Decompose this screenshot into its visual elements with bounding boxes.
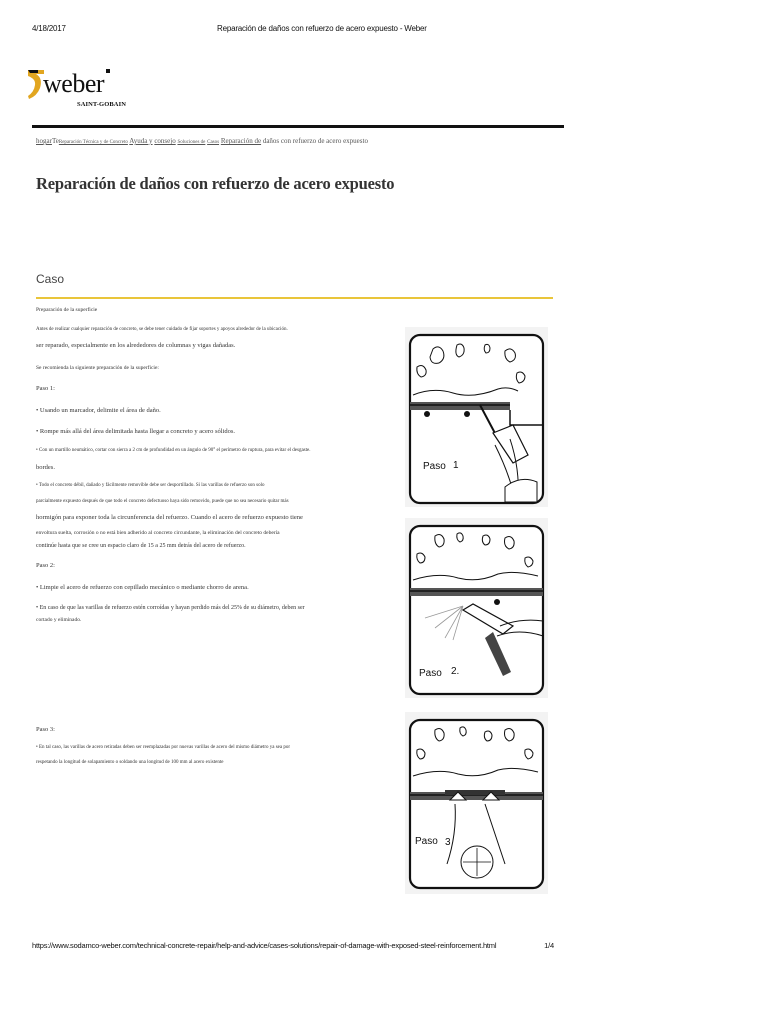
print-url: https://www.sodamco-weber.com/technical-concrete-repair/help-and-advice/cases-solutions/repair-of-damage-with-exposed-steel-reinforcement.html — [32, 941, 497, 950]
print-page-number: 1/4 — [544, 941, 554, 950]
step1-caption-num: 1 — [453, 460, 459, 471]
breadcrumb-home[interactable]: hogar — [36, 137, 52, 145]
step3-caption-label: Paso — [415, 836, 438, 847]
page-title: Reparación de daños con refuerzo de acero expuesto — [36, 174, 395, 193]
step2-caption-label: Paso — [419, 668, 442, 679]
step2-bullet-2-end: cortado y eliminado. — [36, 617, 82, 623]
step1-bullet-2: • Rompe más allá del área delimitada hasta llegar a concreto y acero sólidos. — [36, 428, 236, 435]
step1-label: Paso 1: — [36, 385, 55, 392]
intro-line-2: ser reparado, especialmente en los alrededores de columnas y vigas dañadas. — [36, 342, 236, 349]
logo-wordmark: weber — [43, 69, 105, 98]
logo-dot — [106, 69, 110, 73]
section-title: Caso — [36, 272, 65, 286]
breadcrumb-cases[interactable]: Casos — [207, 140, 220, 145]
logo-subbrand: SAINT-GOBAIN — [77, 101, 127, 108]
step1-drawing — [405, 327, 548, 507]
step2-bullet-1: • Limpie el acero de refuerzo con cepillado mecánico o mediante chorro de arena. — [36, 584, 249, 591]
step1-bullet-1: • Usando un marcador, delimite el área de daño. — [36, 407, 161, 414]
breadcrumb-current-b: daños con refuerzo de acero expuesto — [262, 137, 368, 145]
print-title: Reparación de daños con refuerzo de acero expuesto - Weber — [217, 24, 427, 33]
step1-bullet-4-line-4: envoltura suelta, corrosión o no está bien adherido al concreto circundante, la eliminación del concreto debería — [36, 530, 280, 536]
breadcrumb-advice[interactable]: consejo — [154, 137, 176, 145]
step1-bullet-3: • Con un martillo neumático, cortar con sierra a 2 cm de profundidad en un ángulo de 90° el perímetro de ruptura, para evitar el desgaste. — [36, 448, 311, 453]
step1-bullet-4-line-3: hormigón para exponer toda la circunferencia del refuerzo. Cuando el acero de refuerzo expuesto tiene — [36, 514, 303, 521]
step3-bullet-1-end: respetando la longitud de solapamiento o soldando una longitud de 100 mm al acero existente — [36, 760, 224, 765]
step1-bullet-3-end: bordes. — [36, 464, 55, 471]
step2-caption-num: 2. — [451, 666, 460, 677]
step3-drawing — [405, 712, 548, 894]
intro-line-1: Antes de realizar cualquier reparación de concreto, se debe tener cuidado de fijar soportes y apoyos alrededor de la ubicación. — [36, 327, 288, 332]
breadcrumb-help[interactable]: Ayuda y — [129, 137, 153, 145]
step3-illustration — [405, 712, 548, 894]
step1-bullet-4-line-1: • Todo el concreto débil, dañado y fácilmente removible debe ser desportillado. Si las varillas de refuerzo son solo — [36, 483, 265, 488]
breadcrumb-solutions[interactable]: Soluciones de — [177, 140, 206, 145]
step1-caption-label: Paso — [423, 461, 446, 472]
section-subheading: Preparación de la superficie — [36, 307, 98, 313]
step1-bullet-4-line-5: continúe hasta que se cree un espacio claro de 15 a 25 mm detrás del acero de refuerzo. — [36, 543, 246, 549]
breadcrumb-current-a: Reparación de — [220, 137, 262, 145]
section-divider — [36, 297, 553, 299]
print-date: 4/18/2017 — [32, 24, 66, 33]
breadcrumb — [36, 137, 556, 145]
step1-illustration — [405, 327, 548, 507]
step2-illustration — [405, 518, 548, 698]
weber-logo[interactable] — [26, 66, 136, 110]
step3-bullet-1: • En tal caso, las varillas de acero retiradas deben ser reemplazadas por nuevas varillas de acero del mismo diámetro ya sea por — [36, 745, 291, 750]
step1-bullet-4-line-2: parcialmente expuesto después de que todo el concreto defectuoso haya sido removido, puede que no sea necesario quitar más — [36, 499, 289, 504]
step2-bullet-2: • En caso de que las varillas de refuerzo estén corroídas y hayan perdido más del 25% de su diámetro, deben ser — [36, 605, 305, 611]
recommend-text: Se recomienda la siguiente preparación de la superficie: — [36, 365, 159, 371]
step2-label: Paso 2: — [36, 562, 55, 569]
breadcrumb-sep: Te — [51, 137, 59, 145]
header-divider — [32, 125, 564, 128]
step3-label: Paso 3: — [36, 726, 55, 733]
breadcrumb-tech-repair[interactable]: Reparación Técnica y de Concreto — [58, 140, 128, 145]
step3-caption-num: 3 — [445, 837, 451, 848]
